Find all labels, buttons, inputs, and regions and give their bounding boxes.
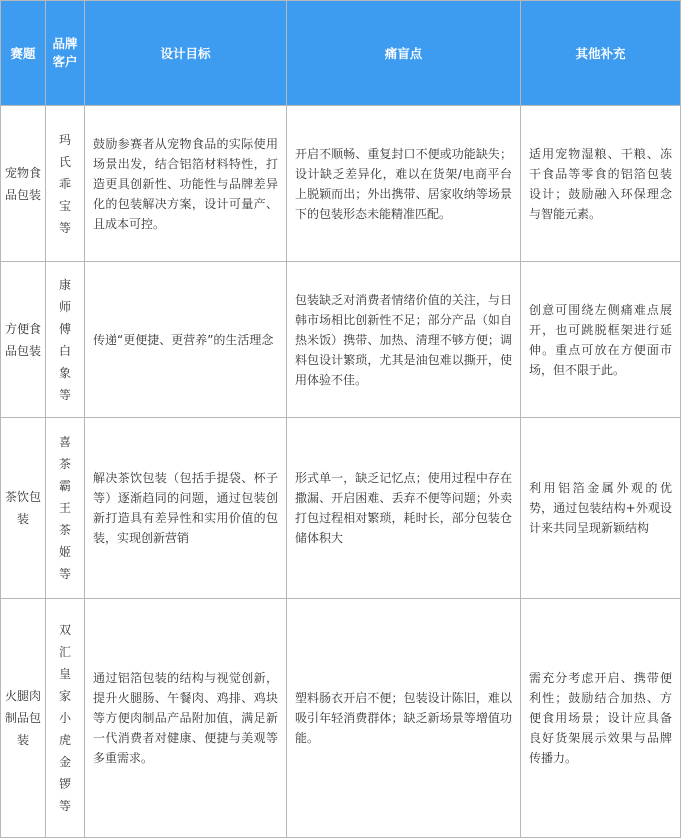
- topic-cell: 宠物食品包装: [1, 106, 46, 262]
- header-topic: 赛题: [1, 1, 46, 106]
- pain-cell: 形式单一，缺乏记忆点；使用过程中存在撒漏、开启困难、丢弃不便等问题；外卖打包过程相对繁琐，耗时长，部分包装仓储体积大: [287, 418, 521, 599]
- topic-cell: 火腿肉制品包装: [1, 599, 46, 838]
- goal-cell: 解决茶饮包装（包括手提袋、杯子等）逐渐趋同的问题，通过包装创新打造具有差异性和实用价值的包装，实现创新营销: [85, 418, 287, 599]
- brand-cell: 双汇皇家小虎金锣等: [46, 599, 85, 838]
- pain-cell: 开启不顺畅、重复封口不便或功能缺失；设计缺乏差异化，难以在货架/电商平台上脱颖而出；外出携带、居家收纳等场景下的包装形态未能精准匹配。: [287, 106, 521, 262]
- brand-cell: 康师傅白象等: [46, 262, 85, 418]
- goal-cell: 鼓励参赛者从宠物食品的实际使用场景出发，结合铝箔材料特性，打造更具创新性、功能性与品牌差异化的包装解决方案，设计可量产、且成本可控。: [85, 106, 287, 262]
- table-row-instant-food: [1, 262, 681, 418]
- extra-cell: 适用宠物湿粮、干粮、冻干食品等零食的铝箔包装设计；鼓励融入环保理念与智能元素。: [521, 106, 681, 262]
- extra-cell: 需充分考虑开启、携带便利性；鼓励结合加热、方便食用场景；设计应具备良好货架展示效果与品牌传播力。: [521, 599, 681, 838]
- table-row-tea-drink: [1, 418, 681, 599]
- table-row-pet-food: [1, 106, 681, 262]
- topic-cell: 茶饮包装: [1, 418, 46, 599]
- pain-cell: 塑料肠衣开启不便；包装设计陈旧，难以吸引年轻消费群体；缺乏新场景等增值功能。: [287, 599, 521, 838]
- brand-cell: 玛氏乖宝等: [46, 106, 85, 262]
- table-header-row: [1, 1, 681, 106]
- header-design-goal: 设计目标: [85, 1, 287, 106]
- pain-cell: 包装缺乏对消费者情绪价值的关注，与日韩市场相比创新性不足；部分产品（如自热米饭）携带、加热、清理不够方便；调料包设计繁琐，尤其是油包难以撕开，使用体验不佳。: [287, 262, 521, 418]
- extra-cell: 利用铝箔金属外观的优势，通过包装结构+外观设计来共同呈现新颖结构: [521, 418, 681, 599]
- goal-cell: 传递“更便捷、更营养”的生活理念: [85, 262, 287, 418]
- header-pain-points: 痛盲点: [287, 1, 521, 106]
- topic-cell: 方便食品包装: [1, 262, 46, 418]
- header-brand-client: 品牌客户: [46, 1, 85, 106]
- goal-cell: 通过铝箔包装的结构与视觉创新，提升火腿肠、午餐肉、鸡排、鸡块等方便肉制品产品附加值，满足新一代消费者对健康、便捷与美观等多重需求。: [85, 599, 287, 838]
- brand-cell: 喜茶霸王茶姬等: [46, 418, 85, 599]
- header-other-notes: 其他补充: [521, 1, 681, 106]
- extra-cell: 创意可围绕左侧痛难点展开，也可跳脱框架进行延伸。重点可放在方便面市场，但不限于此。: [521, 262, 681, 418]
- table-row-ham-meat: [1, 599, 681, 838]
